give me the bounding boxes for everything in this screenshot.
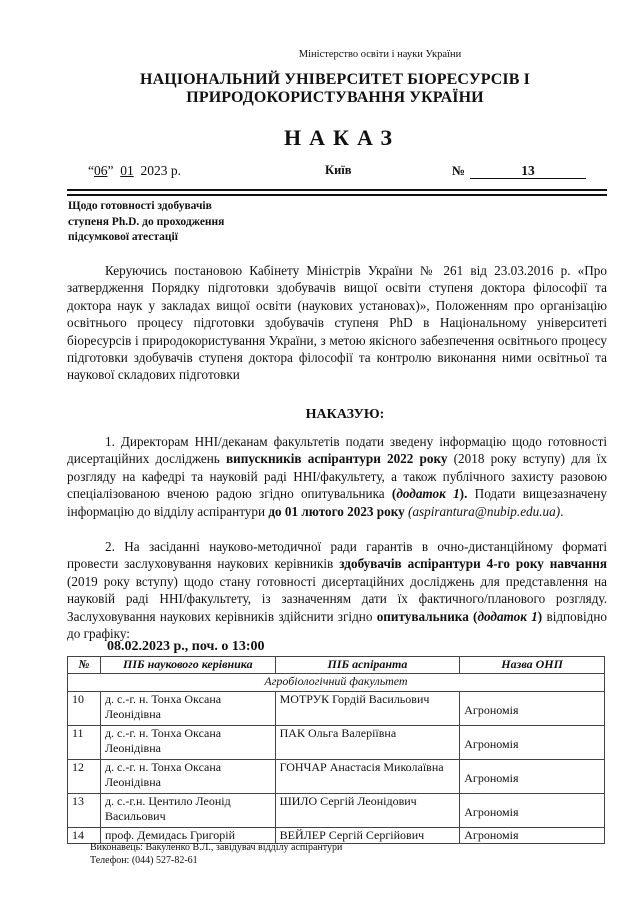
document-footer bbox=[90, 841, 342, 867]
order-number: 13 bbox=[470, 163, 586, 179]
item2-text: відповідно до графіку: bbox=[67, 608, 607, 642]
supervisor-name: д. с.-г. н. Тонха Оксана Леонідівна bbox=[100, 692, 275, 726]
order-item-2 bbox=[67, 538, 607, 642]
program-name: Агрономія bbox=[460, 760, 605, 794]
row-number: 13 bbox=[68, 794, 101, 828]
subject-line3: підсумкової атестації bbox=[68, 231, 178, 243]
item1-text: Подати вищезазначену інформацію до відділу аспірантури bbox=[67, 486, 607, 519]
order-date: “06” 01 2023 р. bbox=[88, 163, 181, 178]
supervisor-name: проф. Демидась Григорій bbox=[100, 828, 275, 844]
university-name-line1: НАЦІОНАЛЬНИЙ УНІВЕРСИТЕТ БІОРЕСУРСІВ І bbox=[140, 71, 530, 88]
questionnaire-label: опитувальника ( bbox=[376, 608, 478, 624]
supervisor-name: д. с.-г.н. Центило Леонід Васильович bbox=[100, 794, 275, 828]
item1-text: (2018 року вступу) для їх розгляду на кафедрі та науковій раді ННІ/факультету, а також публічного захисту разовою спеціалізованою вченою радою згідно опитувальника bbox=[67, 451, 607, 502]
hearing-schedule-table bbox=[67, 656, 605, 844]
item2-appendix-ref bbox=[377, 609, 542, 624]
faculty-name: Агробіологічний факультет bbox=[68, 674, 605, 692]
item2-text: (2019 року вступу) щодо стану готовності дисертаційних досліджень для представлення на науковій раді ННІ/факультету, із зазначенням дати їх фактичного/планового розгляду. Заслуховування наукових керівників здійснити згідно bbox=[67, 573, 607, 624]
supervisor-name: д. с.-г. н. Тонха Оксана Леонідівна bbox=[100, 726, 275, 760]
program-name: Агрономія bbox=[460, 726, 605, 760]
paren: ( bbox=[391, 486, 397, 502]
column-header-number: № bbox=[68, 657, 101, 674]
appendix-label: додаток 1 bbox=[396, 486, 460, 502]
order-heading: НАКАЗУЮ: bbox=[305, 407, 385, 422]
table-row bbox=[68, 794, 605, 828]
column-header-student: ПІБ аспіранта bbox=[275, 657, 460, 674]
document-type: НАКАЗ bbox=[284, 125, 400, 150]
program-name: Агрономія bbox=[460, 828, 605, 844]
student-name: МОТРУК Гордій Васильович bbox=[275, 692, 460, 726]
date-day: 06 bbox=[94, 163, 108, 178]
program-name: Агрономія bbox=[460, 794, 605, 828]
row-number: 14 bbox=[68, 828, 101, 844]
header-divider-bottom bbox=[67, 194, 607, 196]
university-name-line2: ПРИРОДОКОРИСТУВАННЯ УКРАЇНИ bbox=[186, 89, 484, 106]
preamble-paragraph: Керуючись постановою Кабінету Міністрів України № 261 від 23.03.2016 р. «Про затвердження Порядку підготовки здобувачів вищої освіти ступеня доктора філософії та доктора наук у закладах вищої освіти (наукових установах)», Положенням про організацію освітнього процесу підготовки здобувачів ступеня PhD в Національному університеті біоресурсів і природокористування України, з метою якісного забезпечення освітнього процесу підготовки здобувачів ступеня доктора філософії та контролю виконання ними освітньої та наукової складових підготовки bbox=[67, 263, 607, 383]
item2-emphasis-students: здобувачів аспірантури 4-го року навчання bbox=[339, 556, 607, 572]
row-number: 10 bbox=[68, 692, 101, 726]
column-header-program: Назва ОНП bbox=[460, 657, 605, 674]
item1-appendix-ref bbox=[392, 486, 467, 501]
appendix-label: додаток 1 bbox=[477, 608, 538, 624]
paren: ). bbox=[459, 486, 468, 502]
item1-emphasis-graduates: випускників аспірантури 2022 року bbox=[226, 451, 448, 467]
program-name: Агрономія bbox=[460, 692, 605, 726]
supervisor-name: д. с.-г. н. Тонха Оксана Леонідівна bbox=[100, 760, 275, 794]
university-name bbox=[0, 71, 640, 107]
student-name: ВЕЙЛЕР Сергій Сергійович bbox=[275, 828, 460, 844]
executor-info: Виконавець: Вакуленко В.Л., завідувач відділу аспірантури bbox=[90, 842, 343, 853]
table-row bbox=[68, 692, 605, 726]
header-divider-top bbox=[67, 189, 607, 191]
student-name: ШИЛО Сергій Леонідович bbox=[275, 794, 460, 828]
item1-text: . bbox=[560, 503, 564, 519]
faculty-group-row bbox=[68, 674, 605, 692]
city: Київ bbox=[325, 163, 352, 177]
subject-line2: ступеня Ph.D. до проходження bbox=[68, 215, 225, 228]
date-year: 2023 р. bbox=[140, 163, 181, 178]
number-label: № bbox=[452, 163, 466, 178]
item1-text: 1. Директорам ННІ/деканам факультетів подати зведену інформацію щодо готовності дисертаційних досліджень bbox=[67, 434, 607, 467]
executor-phone: Телефон: (044) 527-82-61 bbox=[90, 855, 198, 866]
item1-deadline: до 01 лютого 2023 року bbox=[268, 503, 405, 519]
row-number: 12 bbox=[68, 760, 101, 794]
contact-email[interactable]: (aspirantura@nubip.edu.ua) bbox=[408, 503, 561, 519]
table-header-row bbox=[68, 657, 605, 674]
schedule-datetime: 08.02.2023 р., поч. о 13:00 bbox=[107, 639, 265, 654]
student-name: ГОНЧАР Анастасія Миколаївна bbox=[275, 760, 460, 794]
item2-text: 2. На засіданні науково-методичної ради гарантів в очно-дистанційному форматі провести заслуховування наукових керівників bbox=[67, 539, 607, 572]
table-row bbox=[68, 726, 605, 760]
order-item-1 bbox=[67, 433, 607, 520]
row-number: 11 bbox=[68, 726, 101, 760]
order-subject bbox=[68, 199, 224, 246]
ministry-name: Міністерство освіти і науки України bbox=[298, 49, 462, 60]
column-header-supervisor: ПІБ наукового керівника bbox=[100, 657, 275, 674]
table-row bbox=[68, 760, 605, 794]
paren: ) bbox=[537, 608, 543, 624]
date-month: 01 bbox=[120, 163, 134, 178]
student-name: ПАК Ольга Валеріївна bbox=[275, 726, 460, 760]
subject-line1: Щодо готовності здобувачів bbox=[68, 200, 212, 212]
